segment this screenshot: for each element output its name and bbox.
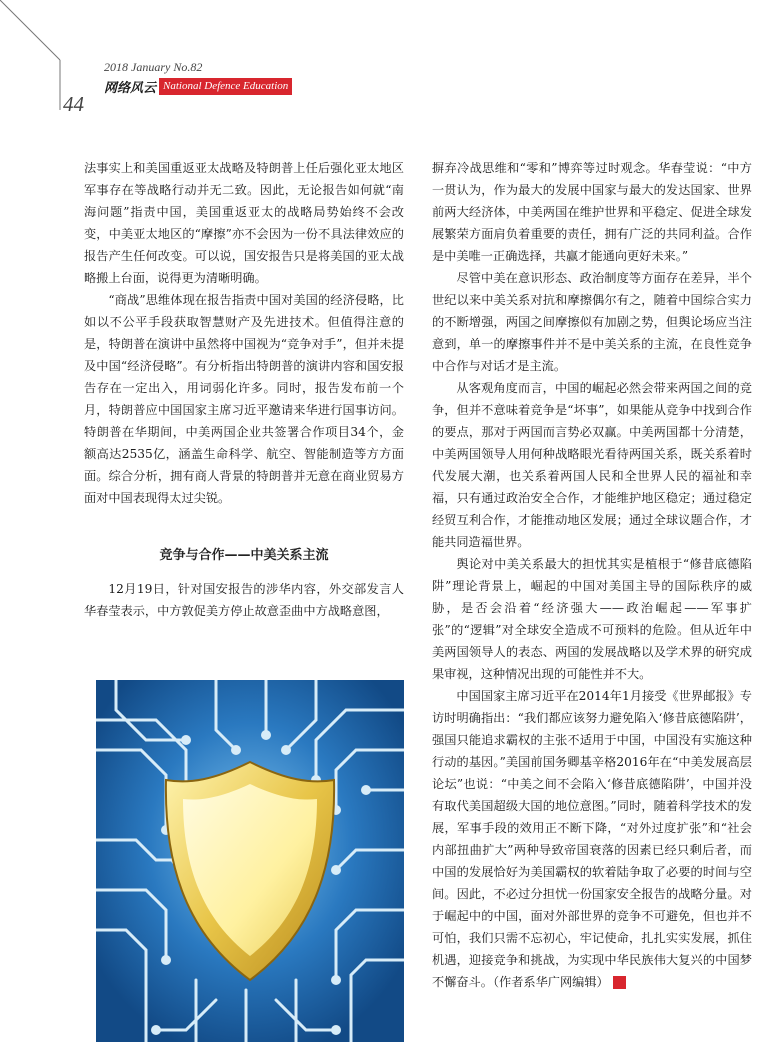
end-mark-icon: G [613,976,626,989]
column-title: 网络风云 [104,80,157,96]
left-column [84,157,404,509]
shield-figure [96,680,404,1042]
corner-line [0,0,110,110]
paragraph: 摒弃冷战思维和“零和”博弈等过时观念。华春莹说：“中方一贯认为，作为最大的发展中国家与最大的发达国家、世界前两大经济体，中美两国在维护世界和平稳定、促进全球发展繁荣方面肩负着重要的责任，拥有广泛的共同利益。合作是中美唯一正确选择，共赢才能通向更好未来。” [432,161,752,263]
paragraph: 尽管中美在意识形态、政治制度等方面存在差异，半个世纪以来中美关系对抗和摩擦偶尔有之，随着中国综合实力的不断增强，两国之间摩擦似有加剧之势，但舆论场应当注意到，单一的摩擦事件并不是中美关系的主流，在良性竞争中合作与对话才是主流。 [432,271,752,373]
paragraph: 法事实上和美国重返亚太战略及特朗普上任后强化亚太地区军事存在等战略行动并无二致。因此，无论报告如何就“南海问题”指责中国，美国重返亚太的战略局势始终不会改变，中美亚太地区的“摩擦”亦不会因为一份不具法律效应的报告产生任何改变。可以说，国安报告只是将美国的亚太战略搬上台面，说得更为清晰明确。 [84,161,404,285]
paragraph: 从客观角度而言，中国的崛起必然会带来两国之间的竞争，但并不意味着竞争是“坏事”，如果能从竞争中找到合作的要点，那对于两国而言势必双赢。中美两国都十分清楚，中美两国领导人用何种战略眼光看待两国关系，既关系着时代发展大潮，也关系着两国人民和全世界人民的福祉和幸福，只有通过政治安全合作，才能维护地区稳定；通过稳定经贸互利合作，才能推动地区发展；通过全球议题合作，才能共同造福世界。 [432,381,752,549]
paragraph: 舆论对中美关系最大的担忧其实是植根于“修昔底德陷阱”理论背景上，崛起的中国对美国主导的国际秩序的威胁，是否会沿着“经济强大——政治崛起——军事扩张”的“逻辑”对全球安全造成不可预料的危险。但从近年中美两国领导人的表态、两国的发展战略以及学术界的研究成果审视，这种情况出现的可能性并不大。 [432,557,752,681]
paragraph-last [432,685,752,993]
header-brand [104,77,292,95]
paragraph: “商战”思维体现在报告指责中国对美国的经济侵略，比如以不公平手段获取智慧财产及先进技术。但值得注意的是，特朗普在演讲中虽然将中国视为“竞争对手”，但并未提及中国“经济侵略”。有分析指出特朗普的演讲内容和国安报告存在一定出入，用词弱化许多。同时，报告发布前一个月，特朗普应中国国家主席习近平邀请来华进行国事访问。特朗普在华期间，中美两国企业共签署合作项目34个，金额高达2535亿，涵盖生命科学、航空、智能制造等方方面面。综合分析，拥有商人背景的特朗普并无意在商业贸易方面对中国表现得太过尖锐。 [84,293,404,505]
left-column-continued [84,578,404,622]
magazine-title: National Defence Education [159,78,292,95]
shield-circuit-icon [96,680,404,1042]
paragraph-text: 中国国家主席习近平在2014年1月接受《世界邮报》专访时明确指出：“我们都应该努力避免陷入‘修昔底德陷阱’，强国只能追求霸权的主张不适用于中国，中国没有实施这种行动的基因。”美国前国务卿基辛格2016年在“中美发展高层论坛”也说：“中美之间不会陷入‘修昔底德陷阱’，中国并没有取代美国超级大国的地位意图。”同时，随着科学技术的发展，军事手段的效用正不断下降，“对外过度扩张”和“社会内部扭曲扩大”两种导致帝国衰落的因素已经只剩后者，而中国的发展恰好为美国霸权的软着陆争取了必要的时间与空间。因此，不必过分担忧一份国家安全报告的战略分量。对于崛起中的中国，面对外部世界的竞争不可避免，但也并不可怕，我们只需不忘初心，牢记使命，扎扎实实发展，抓住机遇，迎接竞争和挑战，为实现中华民族伟大复兴的中国梦不懈奋斗。（作者系华广网编辑） [432,689,752,989]
section-heading: 竞争与合作——中美关系主流 [159,548,329,563]
right-column [432,157,752,993]
issue-line: 2018 January No.82 [104,60,203,74]
paragraph: 12月19日，针对国安报告的涉华内容，外交部发言人华春莹表示，中方敦促美方停止故意歪曲中方战略意图， [84,582,404,618]
page-number: 44 [63,92,84,116]
